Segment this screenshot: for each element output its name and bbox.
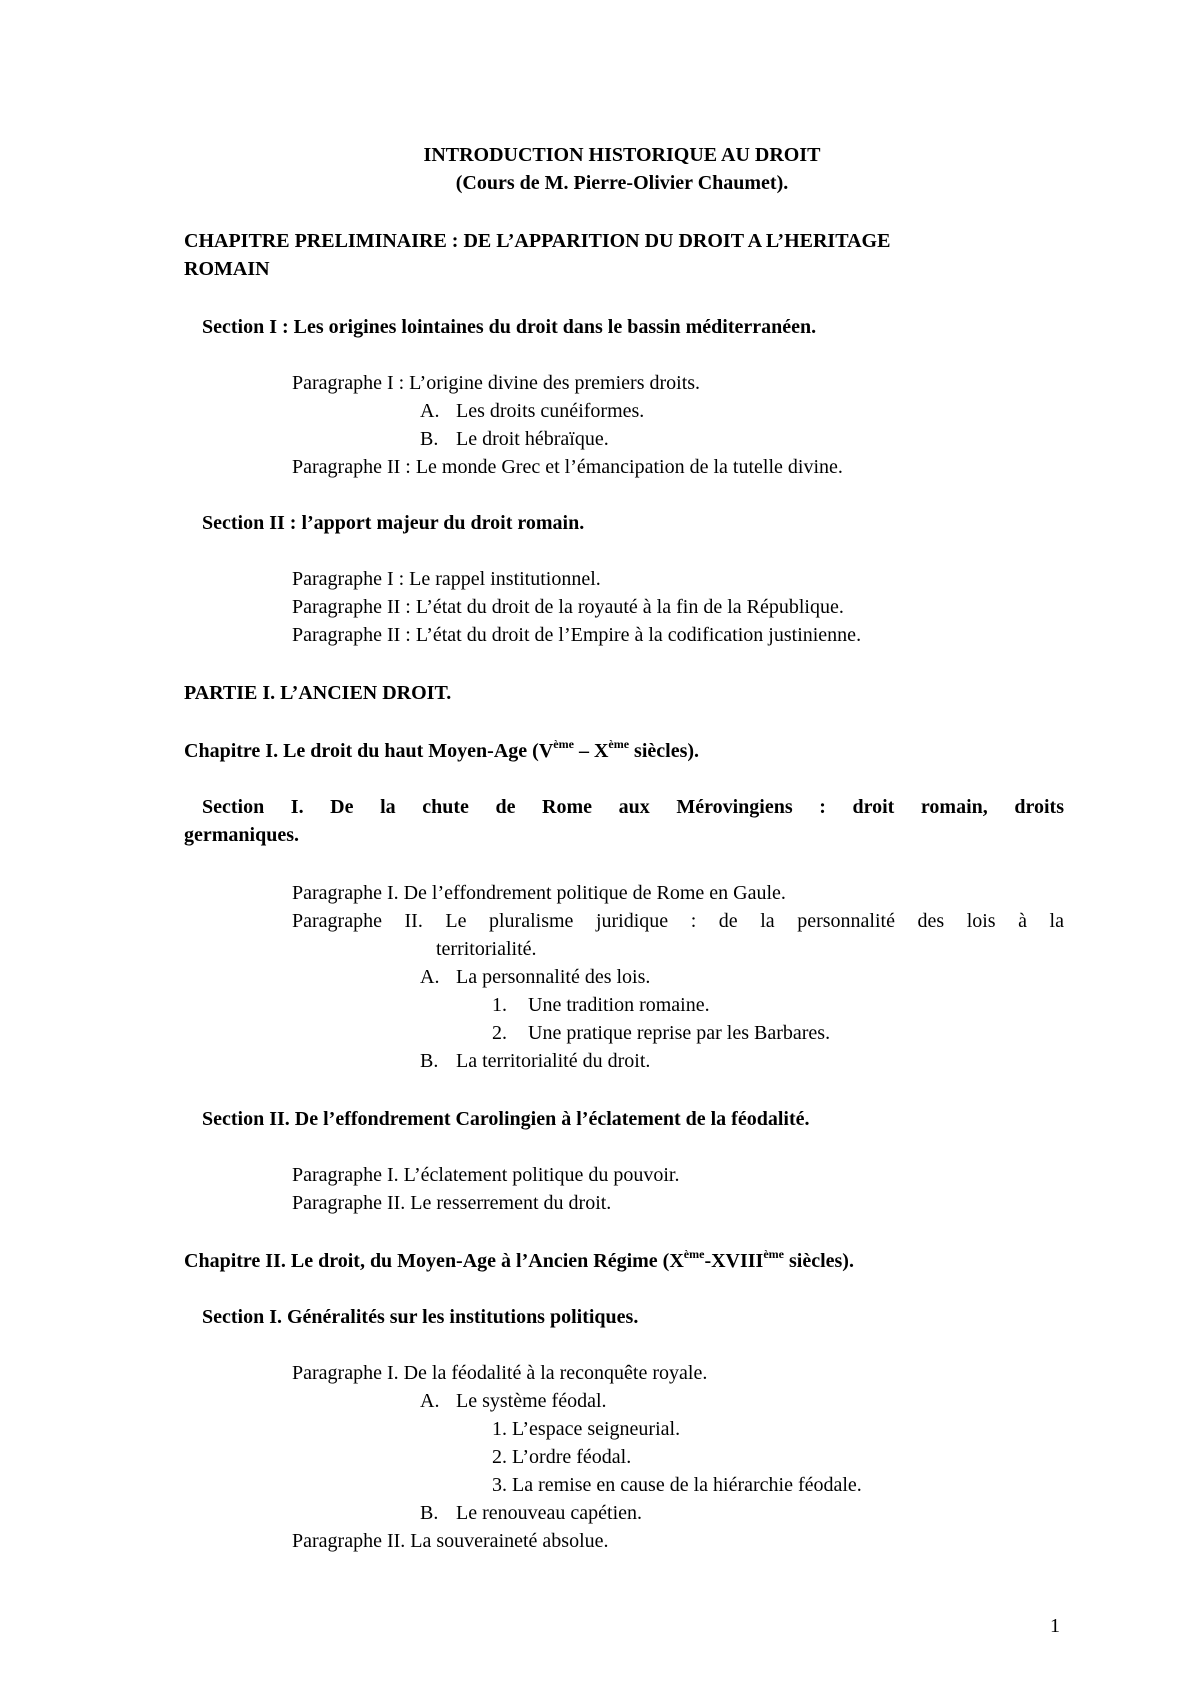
list-marker: A.	[420, 1390, 440, 1412]
paragraph-heading: Paragraphe II : Le monde Grec et l’émancipation de la tutelle divine.	[292, 456, 843, 478]
paragraph-heading: Paragraphe I : Le rappel institutionnel.	[292, 568, 601, 590]
chapter-title-text: Chapitre II. Le droit, du Moyen-Age à l’Ancien Régime (X	[184, 1250, 684, 1272]
list-item-text: Les droits cunéiformes.	[456, 400, 645, 422]
section-heading: Section I : Les origines lointaines du droit dans le bassin méditerranéen.	[202, 316, 817, 338]
paragraph-heading: Paragraphe I. De la féodalité à la reconquête royale.	[292, 1362, 708, 1384]
chapter-title-text: siècles).	[629, 740, 700, 762]
list-item	[420, 1499, 642, 1527]
chapter-title-text: -XVIII	[704, 1250, 764, 1272]
part-title: PARTIE I. L’ANCIEN DROIT.	[184, 682, 452, 704]
paragraph-heading: Paragraphe II. Le resserrement du droit.	[292, 1192, 612, 1214]
section-heading: Section II : l’apport majeur du droit romain.	[202, 512, 585, 534]
list-item-text: Le renouveau capétien.	[456, 1502, 643, 1524]
list-marker: 2.	[492, 1022, 507, 1044]
chapter-preliminary-title-line2: ROMAIN	[184, 258, 270, 280]
paragraph-heading: Paragraphe I. L’éclatement politique du pouvoir.	[292, 1164, 680, 1186]
paragraph-heading: Paragraphe I. De l’effondrement politique de Rome en Gaule.	[292, 882, 786, 904]
list-item	[420, 1387, 607, 1415]
list-item: 3. La remise en cause de la hiérarchie féodale.	[492, 1474, 862, 1496]
list-item	[420, 963, 650, 991]
paragraph-heading: Paragraphe I : L’origine divine des premiers droits.	[292, 372, 701, 394]
document-subtitle: (Cours de M. Pierre-Olivier Chaumet).	[455, 172, 789, 194]
superscript: ème	[683, 1247, 705, 1261]
document-title: INTRODUCTION HISTORIQUE AU DROIT	[423, 144, 821, 166]
list-item-text: Une tradition romaine.	[528, 994, 710, 1016]
list-item-text: La personnalité des lois.	[456, 966, 651, 988]
list-item	[420, 397, 644, 425]
list-item-text: Une pratique reprise par les Barbares.	[528, 1022, 831, 1044]
section-heading-line2: germaniques.	[184, 824, 299, 846]
paragraph-heading: Paragraphe II : L’état du droit de l’Empire à la codification justinienne.	[292, 624, 862, 646]
list-marker: B.	[420, 428, 439, 450]
list-marker: A.	[420, 400, 440, 422]
list-item-text: Le système féodal.	[456, 1390, 607, 1412]
chapter-title-text: – X	[573, 740, 609, 762]
paragraph-heading: Paragraphe II. La souveraineté absolue.	[292, 1530, 609, 1552]
list-item-text: La territorialité du droit.	[456, 1050, 651, 1072]
list-item	[420, 425, 609, 453]
list-item-text: Le droit hébraïque.	[456, 428, 609, 450]
superscript: ème	[763, 1247, 784, 1261]
list-item	[420, 1047, 650, 1075]
paragraph-heading: Paragraphe II : L’état du droit de la royauté à la fin de la République.	[292, 596, 844, 618]
chapter-title	[184, 1247, 854, 1275]
section-heading: Section I. Généralités sur les institutions politiques.	[202, 1306, 639, 1328]
list-item	[492, 991, 710, 1019]
list-marker: B.	[420, 1502, 439, 1524]
page-number: 1	[1050, 1615, 1060, 1637]
list-item: 1. L’espace seigneurial.	[492, 1418, 681, 1440]
chapter-title-text: Chapitre I. Le droit du haut Moyen-Age (V	[184, 740, 554, 762]
list-marker: 1.	[492, 994, 507, 1016]
list-marker: A.	[420, 966, 440, 988]
list-marker: B.	[420, 1050, 439, 1072]
chapter-preliminary-title-line1: CHAPITRE PRELIMINAIRE : DE L’APPARITION DU DROIT A L’HERITAGE	[184, 230, 891, 252]
list-item	[492, 1019, 830, 1047]
paragraph-heading-line1: Paragraphe II. Le pluralisme juridique : de la personnalité des lois à la	[292, 910, 1064, 932]
list-item: 2. L’ordre féodal.	[492, 1446, 632, 1468]
superscript: ème	[553, 737, 574, 751]
section-heading: Section II. De l’effondrement Carolingien à l’éclatement de la féodalité.	[202, 1108, 810, 1130]
section-heading-line1: Section I. De la chute de Rome aux Mérovingiens : droit romain, droits	[202, 796, 1064, 818]
chapter-title-text: siècles).	[784, 1250, 854, 1272]
chapter-title	[184, 737, 699, 765]
superscript: ème	[608, 737, 630, 751]
paragraph-heading-line2: territorialité.	[436, 938, 537, 960]
